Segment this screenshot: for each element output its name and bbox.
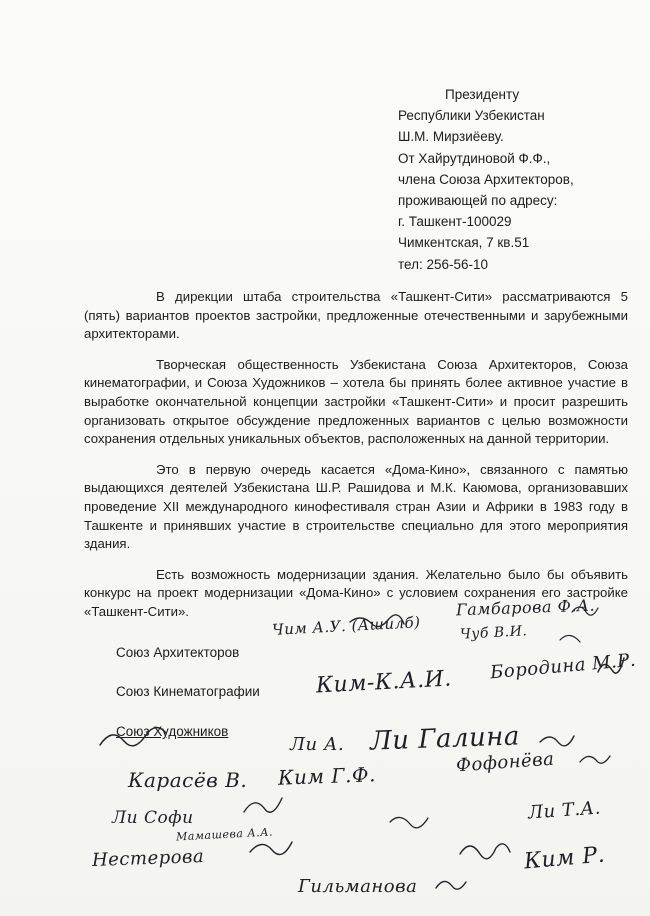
signature-stroke: [390, 817, 428, 827]
signature-stroke: [580, 756, 610, 763]
body-paragraph: Это в первую очередь касается «Дома-Кино», связанного с памятью выдающихся деятелей Узбекистана Ш.Р. Рашидова и М.К. Каюмова, организовавших проведение XII международного кинофестиваля стран Азии и Африки в 1983 году в Ташкенте и принявших участие в строительстве специально для этого мероприятия здания.: [84, 461, 628, 552]
signature: Нестерова: [91, 846, 205, 871]
signature: Ким Р.: [523, 842, 607, 875]
signature-stroke: [100, 727, 166, 745]
signature-stroke: [560, 635, 580, 642]
body-paragraph: В дирекции штаба строительства «Ташкент-Сити» рассматриваются 5 (пять) вариантов проектов застройки, предложенные отечественными и зарубежными архитекторами.: [84, 289, 628, 342]
signature: Гамбарова Ф.А.: [455, 595, 596, 620]
signature: Чим А.У. (Ашилб): [271, 613, 421, 639]
signature-stroke: [250, 842, 292, 855]
body-paragraph: Творческая общественность Узбекистана Союза Архитекторов, Союза кинематографии, и Союза Художников – хотела бы принять более активное участие в выработке окончательной концепции застройки «Ташкент-Сити» и просит разрешить организовать открытое обсуждение предложенных вариантов с целью возможности сохранения отдельных уникальных объектов, расположенных на данной территории.: [84, 356, 628, 447]
address-line: Президенту: [445, 87, 520, 102]
signature: Карасёв В.: [128, 768, 248, 792]
signature-stroke: [244, 798, 282, 812]
signature: Ли Софи: [112, 808, 194, 828]
signature: Бородина М.Р.: [489, 649, 637, 684]
address-line: Республики Узбекистан: [398, 108, 545, 124]
signature: Ли А.: [290, 734, 345, 755]
signature: Ким Г.Ф.: [277, 762, 377, 790]
address-line: члена Союза Архитекторов,: [398, 171, 574, 187]
address-line: Чимкентская, 7 кв.51: [398, 235, 530, 251]
body-paragraph: Есть возможность модернизации здания. Желательно было бы объявить конкурс на проект модернизации «Дома-Кино» с условием сохранения его застройке «Ташкент-Сити».: [84, 566, 628, 619]
signature: Фофонёва: [455, 748, 556, 777]
signature: Ли Галина: [369, 721, 521, 757]
signature: Ким-К.А.И.: [315, 666, 453, 699]
signature: Чуб В.И.: [459, 623, 528, 643]
signature: Мамашева А.А.: [175, 825, 274, 844]
address-line: г. Ташкент-100029: [398, 214, 512, 230]
signature-stroke: [540, 736, 574, 746]
signature-stroke: [598, 658, 624, 673]
org-cinematographers: Союз Кинематографии: [116, 684, 260, 699]
signature-stroke: [436, 881, 466, 889]
signature: Ли Т.А.: [527, 797, 602, 824]
signature: Гильманова: [298, 876, 418, 897]
signature-stroke: [460, 844, 510, 859]
address-line: От Хайрутдиновой Ф.Ф.,: [398, 150, 551, 166]
address-line: тел: 256-56-10: [398, 256, 489, 272]
address-line: Ш.М. Мирзиёеву.: [398, 129, 504, 145]
org-artists: Союз Художников: [116, 724, 229, 739]
signature-stroke: [350, 615, 404, 627]
org-architects: Союз Архитекторов: [116, 645, 240, 660]
signature-stroke: [572, 607, 598, 615]
address-line: проживающей по адресу:: [398, 193, 558, 209]
